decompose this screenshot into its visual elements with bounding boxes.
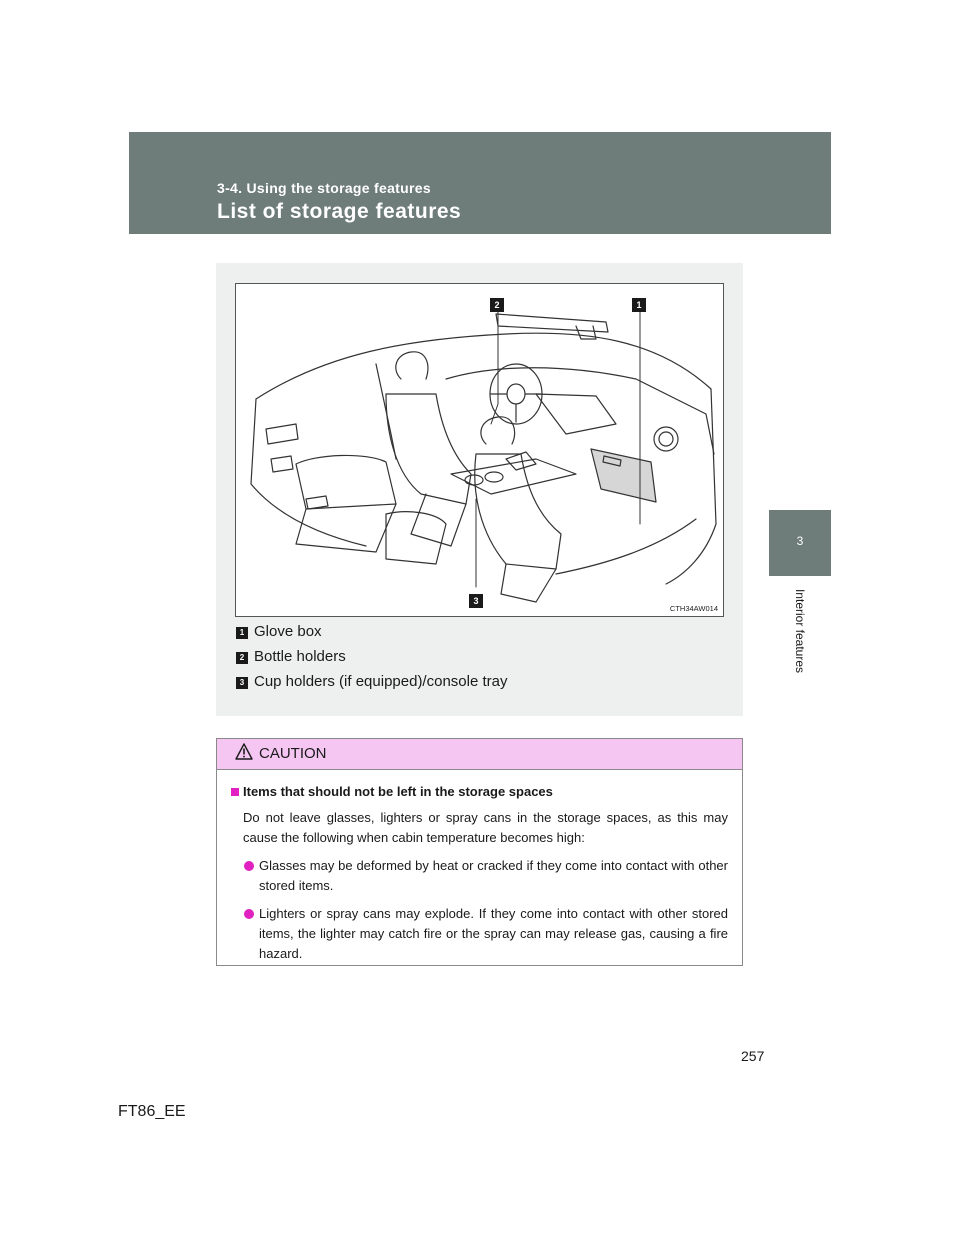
caution-bullet: [231, 856, 728, 896]
square-bullet-icon: [231, 788, 239, 796]
caution-header: [217, 739, 742, 770]
chapter-number: 3: [796, 534, 804, 548]
caution-box: [216, 738, 743, 966]
caution-paragraph: Do not leave glasses, lighters or spray cans in the storage spaces, as this may cause the following when cabin temperature becomes high:: [243, 810, 728, 845]
car-interior-illustration: [235, 283, 724, 617]
page-title: List of storage features: [217, 200, 462, 223]
legend-number: 3: [236, 677, 248, 689]
figure-code: CTH34AW014: [669, 604, 718, 613]
callout-2: 2: [490, 298, 504, 312]
round-bullet-icon: [244, 861, 254, 871]
warning-icon: [235, 743, 253, 760]
chapter-tab: [769, 510, 831, 576]
legend-number: 2: [236, 652, 248, 664]
callout-3: 3: [469, 594, 483, 608]
car-interior-drawing: [236, 284, 723, 616]
caution-bullet-text: Lighters or spray cans may explode. If they come into contact with other stored items, the lighter may catch fire or the spray can may release gas, causing a fire hazard.: [259, 906, 728, 961]
figure-panel: [216, 263, 743, 716]
caution-heading-text: Items that should not be left in the storage spaces: [243, 784, 553, 799]
page-number: 257: [741, 1048, 765, 1064]
round-bullet-icon: [244, 909, 254, 919]
chapter-label: Interior features: [793, 588, 807, 674]
caution-bullet-text: Glasses may be deformed by heat or cracked if they come into contact with other stored items.: [259, 858, 728, 893]
callout-1: 1: [632, 298, 646, 312]
caution-label: CAUTION: [259, 745, 327, 762]
caution-body: [217, 770, 742, 964]
legend-number: 1: [236, 627, 248, 639]
footer-code: FT86_EE: [118, 1103, 186, 1120]
legend-text: Glove box: [254, 623, 322, 640]
legend-text: Cup holders (if equipped)/console tray: [254, 673, 508, 690]
chapter-label-tab: [769, 576, 831, 686]
legend-text: Bottle holders: [254, 648, 346, 665]
section-header: [129, 132, 831, 234]
caution-heading: [231, 782, 728, 802]
caution-bullet: [231, 904, 728, 964]
section-title: 3-4. Using the storage features: [217, 180, 431, 196]
